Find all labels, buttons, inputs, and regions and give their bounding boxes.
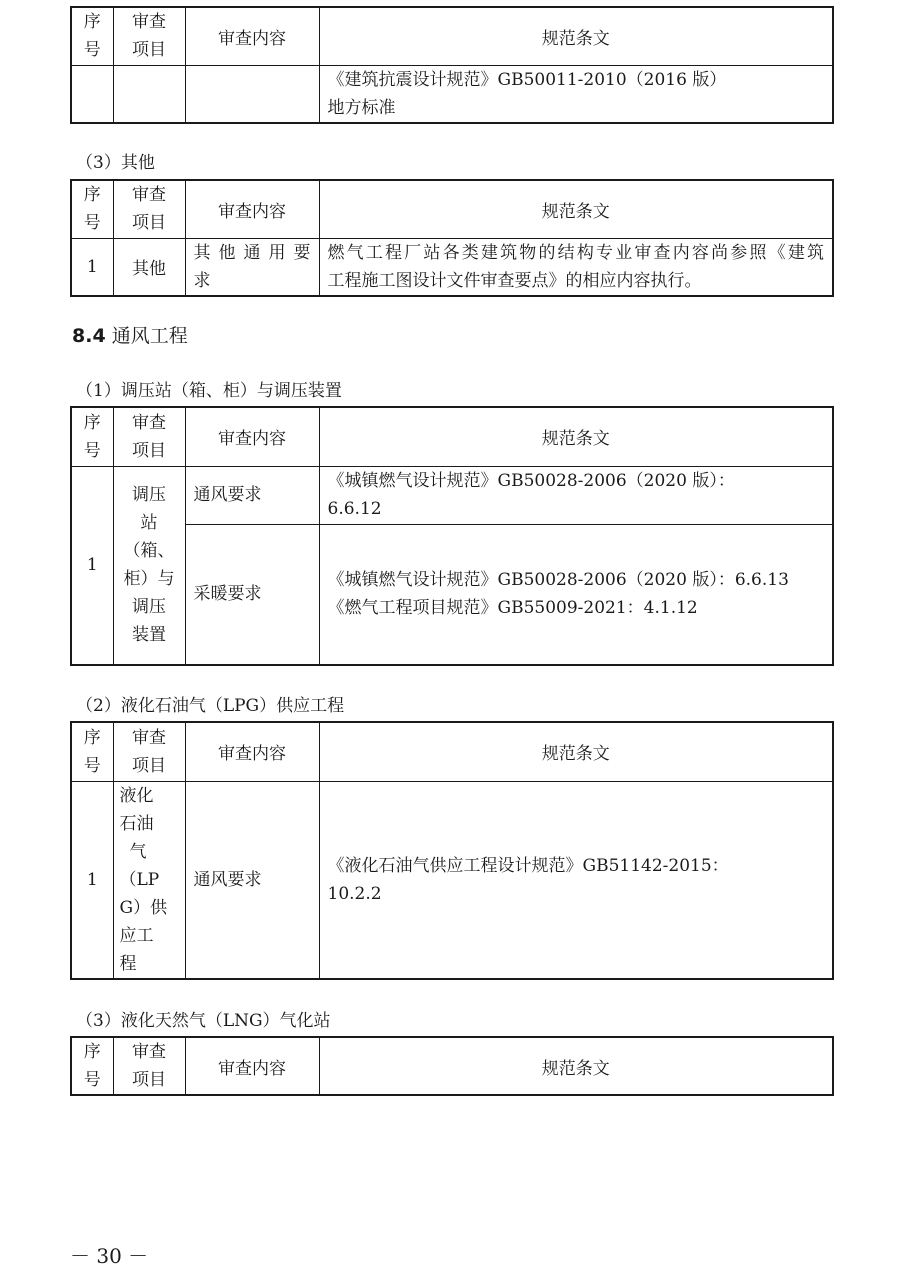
header-seq: 序 号 <box>71 180 113 238</box>
section-title-8-4 <box>72 323 188 349</box>
content-cell: 通风要求 <box>185 466 319 524</box>
table-row <box>71 781 833 979</box>
table-header-row <box>71 180 833 238</box>
content-cell: 采暖要求 <box>185 524 319 665</box>
table-row <box>71 238 833 296</box>
seq-cell: 1 <box>71 238 113 296</box>
header-clause: 规范条文 <box>319 407 833 466</box>
header-item: 审查 项目 <box>113 722 185 781</box>
header-item: 审查 项目 <box>113 7 185 65</box>
header-content: 审查内容 <box>185 407 319 466</box>
content-cell: 其他通用要 求 <box>185 238 319 296</box>
header-clause: 规范条文 <box>319 7 833 65</box>
clause-cell: 燃气工程厂站各类建筑物的结构专业审查内容尚参照《建筑 工程施工图设计文件审查要点》的相应内容执行。 <box>319 238 833 296</box>
table-header-row <box>71 722 833 781</box>
header-item: 审查 项目 <box>113 407 185 466</box>
clause-cell: 《城镇燃气设计规范》GB50028-2006（2020 版）：6.6.13 《燃气工程项目规范》GB55009-2021：4.1.12 <box>319 524 833 665</box>
section-other-label: （3）其他 <box>76 153 155 173</box>
header-seq: 序 号 <box>71 7 113 65</box>
table-row <box>71 466 833 524</box>
header-clause: 规范条文 <box>319 180 833 238</box>
section-title-text: 通风工程 <box>111 325 188 347</box>
clause-cell: 《建筑抗震设计规范》GB50011-2010（2016 版） 地方标准 <box>319 65 833 123</box>
sub2-label: （2）液化石油气（LPG）供应工程 <box>76 696 345 716</box>
header-seq: 序 号 <box>71 722 113 781</box>
table-seismic <box>70 6 834 124</box>
header-content: 审查内容 <box>185 180 319 238</box>
table-header-row <box>71 7 833 65</box>
item-cell: 液化 石油 气 （LP G）供 应工 程 <box>113 781 185 979</box>
clause-cell: 《液化石油气供应工程设计规范》GB51142-2015： 10.2.2 <box>319 781 833 979</box>
table-lpg <box>70 721 834 980</box>
table-row <box>71 524 833 665</box>
item-cell: 其他 <box>113 238 185 296</box>
header-seq: 序 号 <box>71 407 113 466</box>
header-item: 审查 项目 <box>113 1037 185 1095</box>
page-number: － 30 － <box>70 1244 149 1268</box>
header-clause: 规范条文 <box>319 722 833 781</box>
seq-cell: 1 <box>71 781 113 979</box>
content-cell: 通风要求 <box>185 781 319 979</box>
table-lng <box>70 1036 834 1096</box>
sub1-label: （1）调压站（箱、柜）与调压装置 <box>76 381 342 401</box>
table-header-row <box>71 1037 833 1095</box>
table-other <box>70 179 834 297</box>
header-item: 审查 项目 <box>113 180 185 238</box>
item-cell: 调压 站 （箱、 柜）与 调压 装置 <box>113 466 185 665</box>
header-clause: 规范条文 <box>319 1037 833 1095</box>
table-regulator <box>70 406 834 666</box>
header-content: 审查内容 <box>185 1037 319 1095</box>
header-content: 审查内容 <box>185 7 319 65</box>
section-number: 8.4 <box>72 325 106 347</box>
table-row <box>71 65 833 123</box>
seq-cell: 1 <box>71 466 113 665</box>
sub3-label: （3）液化天然气（LNG）气化站 <box>76 1011 331 1031</box>
header-seq: 序 号 <box>71 1037 113 1095</box>
clause-cell: 《城镇燃气设计规范》GB50028-2006（2020 版）： 6.6.12 <box>319 466 833 524</box>
header-content: 审查内容 <box>185 722 319 781</box>
table-header-row <box>71 407 833 466</box>
